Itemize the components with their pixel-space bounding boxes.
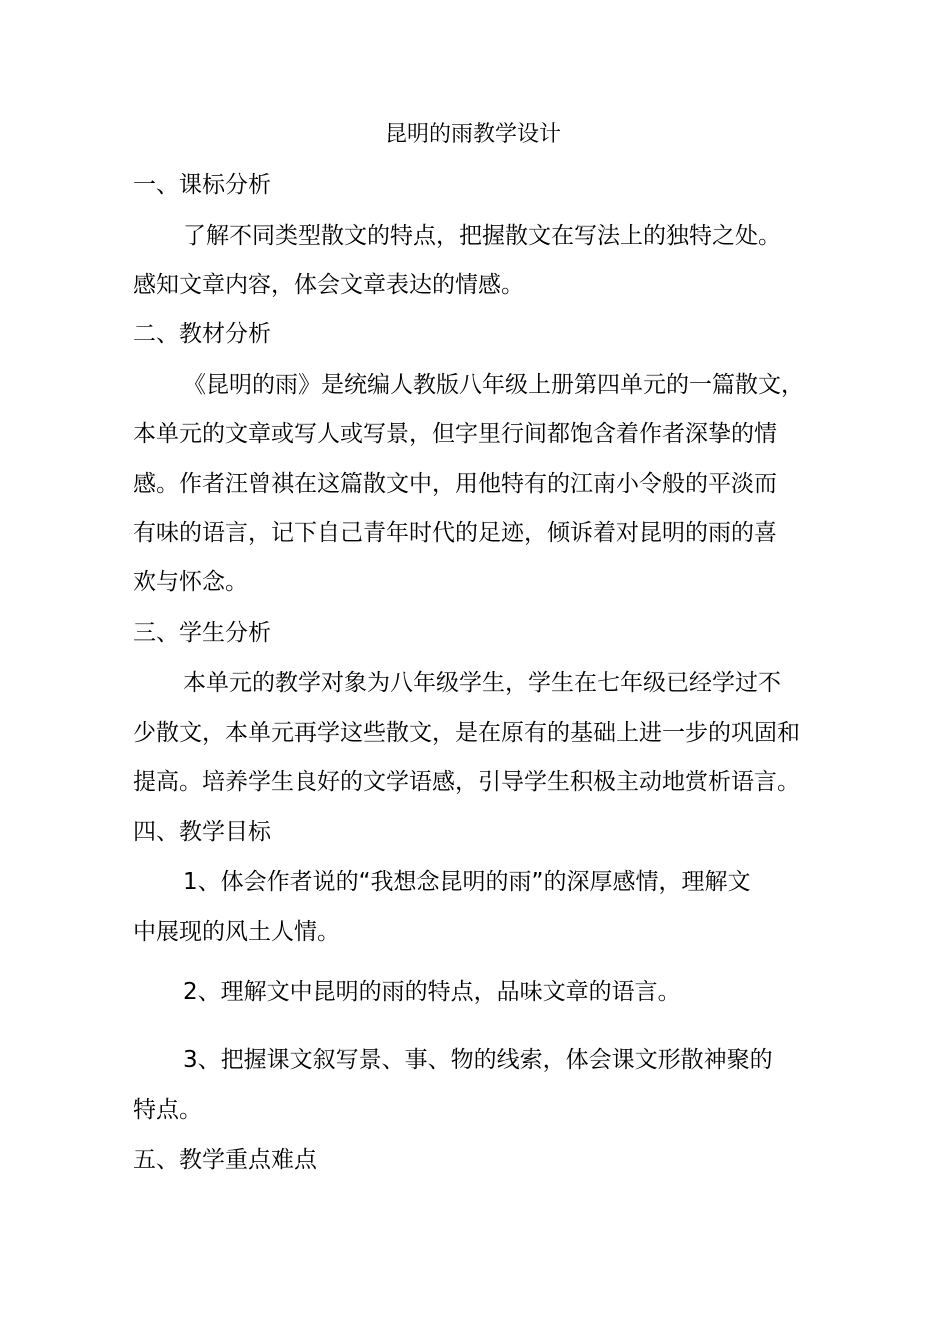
paragraph-line: 有味的语言，记下自己青年时代的足迹，倾诉着对昆明的雨的喜 — [133, 520, 777, 546]
section-heading: 五、教学重点难点 — [133, 1147, 317, 1173]
paragraph-line: 2、理解文中昆明的雨的特点，品味文章的语言。 — [183, 979, 681, 1005]
paragraph-line: 《昆明的雨》是统编人教版八年级上册第四单元的一篇散文， — [183, 372, 804, 398]
paragraph-line: 欢与怀念。 — [133, 569, 248, 595]
paragraph-line: 了解不同类型散文的特点，把握散文在写法上的独特之处。 — [183, 223, 781, 249]
section-heading: 三、学生分析 — [133, 620, 271, 646]
paragraph-line: 中展现的风土人情。 — [133, 919, 340, 945]
paragraph-line: 本单元的教学对象为八年级学生，学生在七年级已经学过不 — [183, 670, 781, 696]
section-heading: 二、教材分析 — [133, 321, 271, 347]
paragraph-line: 少散文，本单元再学这些散文，是在原有的基础上进一步的巩固和 — [133, 720, 800, 746]
paragraph-line: 3、把握课文叙写景、事、物的线索，体会课文形散神聚的 — [183, 1047, 773, 1073]
paragraph-line: 特点。 — [133, 1097, 202, 1123]
page-title: 昆明的雨教学设计 — [385, 122, 562, 147]
section-heading: 一、课标分析 — [133, 172, 271, 198]
section-heading: 四、教学目标 — [133, 819, 271, 845]
paragraph-line: 提高。培养学生良好的文学语感，引导学生积极主动地赏析语言。 — [133, 769, 800, 795]
paragraph-line: 感知文章内容，体会文章表达的情感。 — [133, 272, 524, 298]
paragraph-line: 感。作者汪曾祺在这篇散文中，用他特有的江南小令般的平淡而 — [133, 471, 777, 497]
paragraph-line: 1、体会作者说的“我想念昆明的雨”的深厚感情，理解文 — [183, 869, 751, 895]
paragraph-line: 本单元的文章或写人或写景，但字里行间都饱含着作者深挚的情 — [133, 421, 777, 447]
